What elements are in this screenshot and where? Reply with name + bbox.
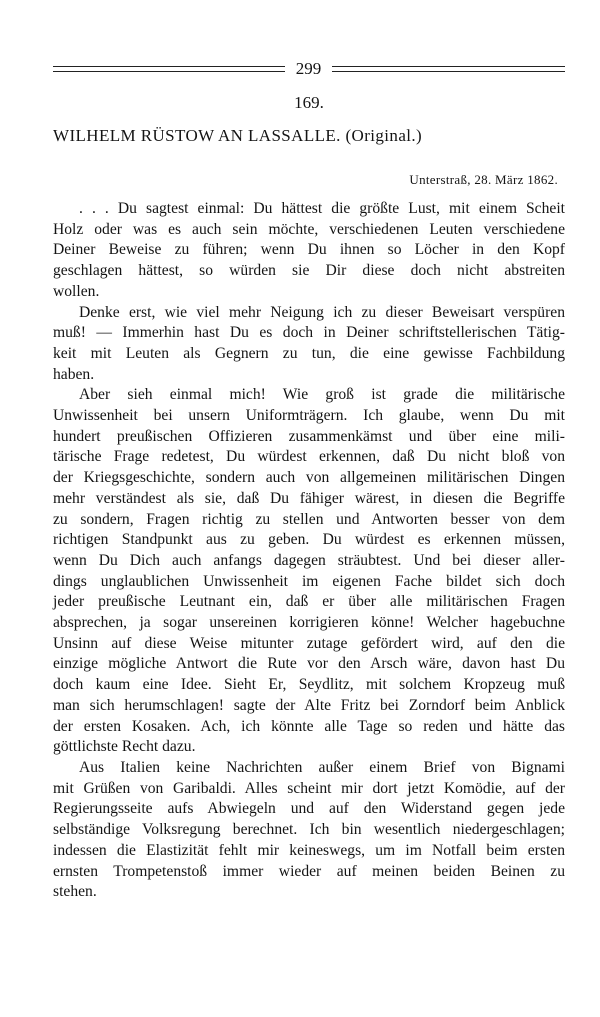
text-line: Aber sieh einmal mich! Wie groß ist grade die militärische xyxy=(79,386,565,404)
text-line: richtigen Standpunkt aus zu geben. Du würdest es erkennen müssen, xyxy=(53,531,565,549)
text-line: tärische Frage redetest, Du würdest erkennen, daß Du nicht bloß von xyxy=(53,448,565,466)
text-line: Regierungsseite aufs Abwiegeln und auf den Widerstand gegen jede xyxy=(53,800,565,818)
text-line: geschlagen hättest, so würden sie Dir diese doch nicht abstreiten xyxy=(53,262,565,280)
text-line: einzige mögliche Antwort die Rute vor den Arsch wäre, davon hast Du xyxy=(53,655,565,673)
text-line: selbständige Volksregung berechnet. Ich bin wesentlich niedergeschlagen; xyxy=(53,821,565,839)
letter-number: 169. xyxy=(294,93,324,112)
text-line: mehr verständest als sie, daß Du fähiger wärest, in diesen die Begriffe xyxy=(53,489,565,507)
text-line: der ersten Kosaken. Ach, ich könnte alle Tage so reden und hätte das xyxy=(53,717,565,735)
text-line: Deiner Beweise zu führen; wenn Du ihnen so Löcher in den Kopf xyxy=(53,241,565,259)
text-line: keit mit Leuten als Gegnern zu tun, die eine gewisse Fachbildung xyxy=(53,344,565,362)
paragraph xyxy=(53,199,565,303)
paragraph xyxy=(53,303,565,386)
header-rule-right xyxy=(332,66,565,72)
letter-body xyxy=(53,199,565,903)
text-line: der Kriegsgeschichte, sondern auch von allgemeinen militärischen Dingen xyxy=(53,469,565,487)
text-line: Unsinn auf diese Weise mitunter zutage gefördert wird, auf den die xyxy=(53,634,565,652)
text-line: dings unglaublichen Unwissenheit im eigenen Fache bildet sich doch xyxy=(53,572,565,590)
text-line: indessen die Elastizität fehlt mir keineswegs, um im Notfall beim ersten xyxy=(53,841,565,859)
text-line: mit Grüßen von Garibaldi. Alles scheint mir dort jetzt Komödie, auf der xyxy=(53,779,565,797)
text-line: stehen. xyxy=(53,883,97,901)
text-line: haben. xyxy=(53,365,95,383)
paragraph xyxy=(53,758,565,903)
text-line: Denke erst, wie viel mehr Neigung ich zu dieser Beweisart verspüren xyxy=(79,303,565,321)
text-line: zu sondern, Fragen richtig zu stellen und Antworten besser von dem xyxy=(53,510,565,528)
text-line: doch kaum eine Idee. Sieht Er, Seydlitz, mit solchem Kropzeug muß xyxy=(53,676,565,694)
text-line: man sich herumschlagen! sagte der Alte Fritz bei Zorndorf beim Anblick xyxy=(53,696,565,714)
paragraph xyxy=(53,385,565,758)
header-rule-left xyxy=(53,66,285,72)
page-number: 299 xyxy=(295,59,322,78)
text-line: hundert preußischen Offizieren zusammenkämst und über eine mili- xyxy=(53,427,565,445)
text-line: ernsten Trompetenstoß immer wieder auf meinen beiden Beinen zu xyxy=(53,862,565,880)
text-line: wenn Du Dich auch anfangs dagegen sträubtest. Und bei dieser aller- xyxy=(53,551,565,569)
text-line: jeder preußische Leutnant ein, daß er über alle militärischen Fragen xyxy=(53,593,565,611)
text-line: absprechen, ja sogar unsereinen korrigieren könne! Welcher hagebuchne xyxy=(53,614,565,632)
text-line: Holz oder was es auch sein möchte, verschiedenen Leuten verschiedene xyxy=(53,220,565,238)
dateline: Unterstraß, 28. März 1862. xyxy=(409,172,558,187)
page-header xyxy=(53,58,565,80)
text-line: . . . Du sagtest einmal: Du hättest die größte Lust, mit einem Scheit xyxy=(79,200,565,217)
letter-title: WILHELM RÜSTOW AN LASSALLE. (Original.) xyxy=(53,126,423,145)
text-line: Unwissenheit bei unsern Uniformträgern. Ich glaube, wenn Du mit xyxy=(53,407,565,425)
text-line: Aus Italien keine Nachrichten außer einem Brief von Bignami xyxy=(79,758,565,776)
text-line: göttlichste Recht dazu. xyxy=(53,738,196,756)
text-line: muß! — Immerhin hast Du es doch in Deiner schriftstellerischen Tätig- xyxy=(53,324,565,342)
text-line: wollen. xyxy=(53,282,100,300)
